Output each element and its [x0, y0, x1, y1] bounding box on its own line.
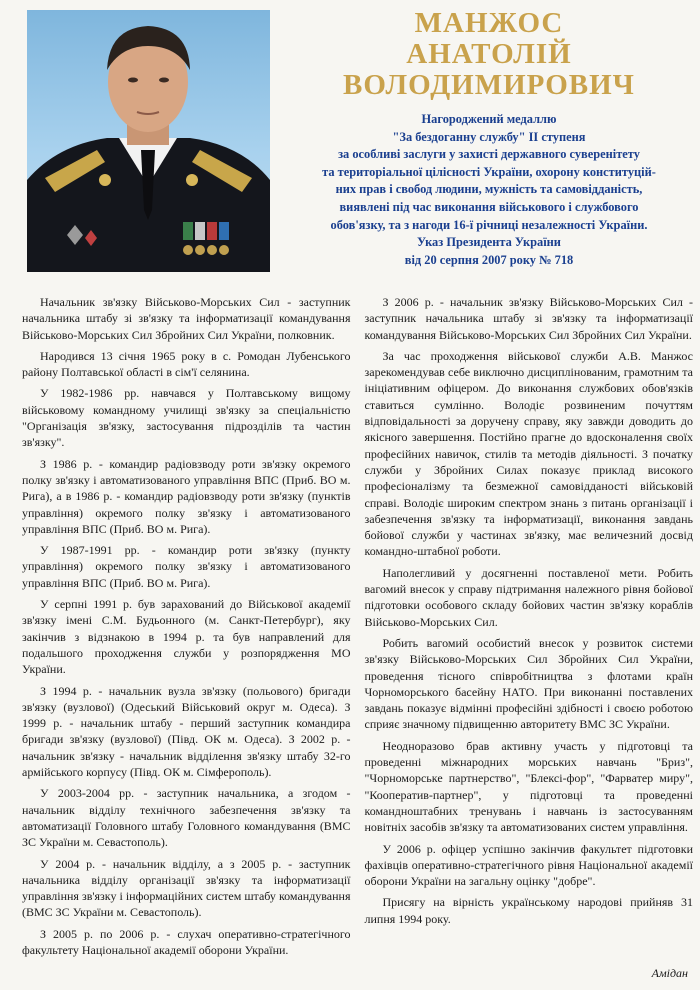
paragraph: Народився 13 січня 1965 року в с. Ромодан Лубенського району Полтавської області в сім'ї селянина.: [22, 348, 351, 380]
paragraph: За час проходження військової служби А.В. Манжос зарекомендував себе виключно дисциплінованим, грамотним та ініціативним офіцером. До виконання службових обов'язків ставиться сумлінно. Володіє розвиненим почуттям відповідальності за доручену справу, яку завжди доводить до якісного завершення. Постійно прагне до вдосконалення своїх професійних навичок, стилів та методів діяльності. З початку служби у Збройних Силах показує приклад високого професіоналізму та безмежної самовідданості військовій справі. Володіє широким спектром знань з питань організації і забезпечення зв'язку та інформатизації, виконання завдань бойової служби у частинах зв'язку, має величезний досвід командно-штабної роботи.: [364, 348, 693, 559]
award-line: виявлені під час виконання військового і службового: [339, 199, 639, 214]
paragraph: Присягу на вірність українському народові прийняв 31 липня 1994 року.: [364, 895, 693, 926]
paragraph: З 2006 р. - начальник зв'язку Військово-Морських Сил - заступник начальника штабу зі зв'язку та інформатизації командування Військово-Морських Сил Збройних Сил України.: [364, 295, 693, 342]
paragraph: Робить вагомий особистий внесок у розвиток системи зв'язку Військово-Морських Сил Збройних Сил України, проведення тісного співробітництва з флотами країн Чорноморського басейну НАТО. При виконанні поставлених завдань показує відмінні професійні здібності і своєю роботою сприяє значному підвищенню авторитету ВМС ЗС України.: [364, 635, 693, 732]
paragraph: У 2006 р. офіцер успішно закінчив факультет підготовки фахівців оперативно-стратегічного рівня Національної академії оборони України на загальну оцінку "добре".: [364, 841, 693, 889]
award-line: та територіальної цілісності України, охорону конституцій-: [322, 164, 656, 179]
paragraph: У 2004 р. - начальник відділу, а з 2005 р. - заступник начальника відділу організації зв'язку та інформатизації управління зв'язку і інформаційних систем штабу командування (ВМС ЗС України м. Севастополь).: [22, 856, 351, 920]
award-line: них прав і свобод людини, мужність та самовідданість,: [335, 182, 643, 197]
name-line: АНАТОЛІЙ: [406, 38, 572, 70]
award-line: "За бездоганну службу" ІІ ступеня: [392, 129, 586, 144]
paragraph: З 1994 р. - начальник вузла зв'язку (польового) бригади зв'язку (вузлової) (Одеський Військовий округ м. Одеса). З 1999 р. - начальник штабу - перший заступник командира бригади зв'язку (вузлової) (Півд. ОК м. Одеса). З 2002 р. - начальник зв'язку - начальник відділення зв'язку штабу 32-го армійського корпусу (Півд. ОК м. Сімферополь).: [22, 683, 351, 780]
award-line: за особливі заслуги у захисті державного суверенітету: [338, 147, 640, 162]
paragraph: З 1986 р. - командир радіовзводу роти зв'язку окремого полку зв'язку і автоматизованого управління ВПС (Приб. ВО м. Рига), а в 1986 р. - командир радіовзводу роти зв'язку (пунктів управління) окремого полку зв'язку і автоматизованого управління ВПС (Приб. ВО м. Рига).: [22, 456, 351, 536]
author-signature: Амідан: [651, 966, 688, 980]
name-line: ВОЛОДИМИРОВИЧ: [343, 69, 635, 101]
paragraph: Неодноразово брав активну участь у підготовці та проведенні міжнародних морських навчань "Бриз", "Чорноморське партнерство", "Блексі-фор", "Фарватер миру", "Кооператив-партнер", у підготовці та проведенні командноштабних тренувань і навчань із застосуванням новітніх засобів зв'язку та автоматизованих систем управління.: [364, 738, 693, 835]
paragraph: У серпні 1991 р. був зарахований до Військової академії зв'язку імені С.М. Будьонного (м. Санкт-Петербург), яку закінчив з відзнакою в 1994 р. та був направлений для подальшого проходження служби у розпорядження МО України.: [22, 597, 351, 677]
paragraph: У 1987-1991 рр. - командир роти зв'язку (пункту управління) окремого полку зв'язку і автоматизованого управління ВПС (Приб. ВО м. Рига).: [22, 543, 351, 590]
award-line: Нагороджений медаллю: [421, 112, 557, 126]
portrait-illustration: [27, 10, 270, 272]
person-name: [284, 8, 694, 101]
award-text: [284, 111, 694, 269]
portrait-photo: [27, 10, 270, 272]
award-line: обов'язку, та з нагоди 16-ї річниці незалежності України.: [330, 217, 648, 232]
name-line: МАНЖОС: [414, 7, 564, 39]
paragraph: У 2003-2004 рр. - заступник начальника, а згодом - начальник відділу технічного забезпечення зв'язку та автоматизації Головного штабу Головного командування (ВМС ЗС України м. Севастополь).: [22, 786, 351, 850]
paragraph: Начальник зв'язку Військово-Морських Сил - заступник начальника штабу зі зв'язку та інформатизації командування Військово-Морських Сил Збройних Сил України, полковник.: [22, 295, 351, 342]
award-line: Указ Президента України: [417, 235, 561, 250]
biography-text: [22, 294, 693, 966]
paragraph: Наполегливий у досягненні поставленої мети. Робить вагомий внесок у справу підтримання належного рівня бойової підготовки особового складу бойових частин зв'язку кораблів Військово-Морських Сил.: [364, 565, 693, 629]
paragraph: У 1982-1986 рр. навчався у Полтавському вищому військовому командному училищі зв'язку за спеціальністю "Організація зв'язку, застосування підрозділів та частин зв'язку".: [22, 386, 351, 450]
award-line: від 20 серпня 2007 року № 718: [404, 252, 574, 267]
header: [284, 8, 694, 269]
paragraph: З 2005 р. по 2006 р. - слухач оперативно-стратегічного факультету Національної академії оборони України.: [22, 926, 351, 957]
